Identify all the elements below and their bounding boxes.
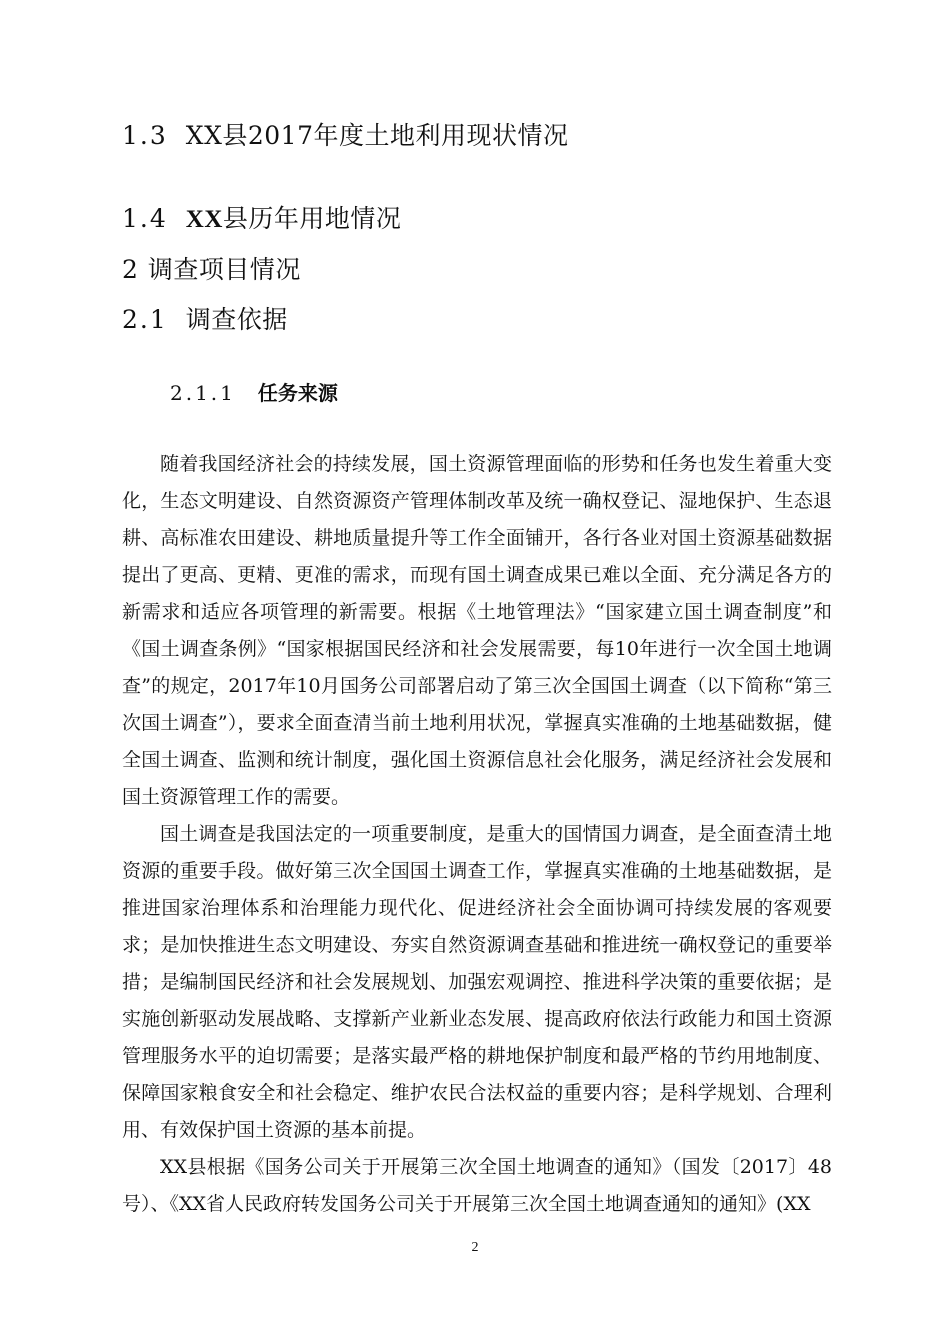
heading-number: 1.4 <box>122 204 168 233</box>
heading-title: 县历年用地情况 <box>222 204 402 233</box>
heading-number: 2.1 <box>122 305 168 334</box>
heading-title: 调查项目情况 <box>147 255 301 284</box>
heading-title: XX县2017年度土地利用现状情况 <box>185 121 569 150</box>
heading-title: 任务来源 <box>257 381 338 405</box>
heading-1-3 <box>122 120 569 152</box>
paragraph-county-basis: XX县根据《国务公司关于开展第三次全国土地调查的通知》（国发〔2017〕48号）、《XX省人民政府转发国务公司关于开展第三次全国土地调查通知的通知》(XX <box>122 1156 832 1215</box>
body-text <box>122 446 832 1223</box>
heading-1-4 <box>122 203 401 236</box>
page-number: 2 <box>471 1240 479 1255</box>
heading-2-1-1 <box>170 378 338 408</box>
heading-title-bold: XX <box>185 206 223 233</box>
heading-number: 1.3 <box>122 121 168 150</box>
paragraph-task-background: 随着我国经济社会的持续发展，国土资源管理面临的形势和任务也发生着重大变化，生态文明建设、自然资源资产管理体制改革及统一确权登记、湿地保护、生态退耕、高标准农田建设、耕地质量提升等工作全面铺开，各行各业对国土资源基础数据提出了更高、更精、更准的需求，而现有国土调查成果已难以全面、充分满足各方的新需求和适应各项管理的新需要。根据《土地管理法》“国家建立国土调查制度”和《国土调查条例》“国家根据国民经济和社会发展需要，每10年进行一次全国土地调查”的规定，2017年10月国务公司部署启动了第三次全国国土调查（以下简称“第三次国土调查”），要求全面查清当前土地利用状况，掌握真实准确的土地基础数据，健全国土调查、监测和统计制度，强化国土资源信息社会化服务，满足经济社会发展和国土资源管理工作的需要。 <box>122 453 832 808</box>
paragraph-survey-importance: 国土调查是我国法定的一项重要制度，是重大的国情国力调查，是全面查清土地资源的重要手段。做好第三次全国国土调查工作，掌握真实准确的土地基础数据，是推进国家治理体系和治理能力现代化、促进经济社会全面协调可持续发展的客观要求；是加快推进生态文明建设、夯实自然资源调查基础和推进统一确权登记的重要举措；是编制国民经济和社会发展规划、加强宏观调控、推进科学决策的重要依据；是实施创新驱动发展战略、支撑新产业新业态发展、提高政府依法行政能力和国土资源管理服务水平的迫切需要；是落实最严格的耕地保护制度和最严格的节约用地制度、保障国家粮食安全和社会稳定、维护农民合法权益的重要内容；是科学规划、合理利用、有效保护国土资源的基本前提。 <box>122 823 832 1141</box>
heading-number: 2.1.1 <box>170 381 236 405</box>
heading-number: 2 <box>122 255 140 284</box>
heading-2-1 <box>122 304 288 336</box>
heading-title: 调查依据 <box>185 305 288 334</box>
heading-2 <box>122 254 301 286</box>
